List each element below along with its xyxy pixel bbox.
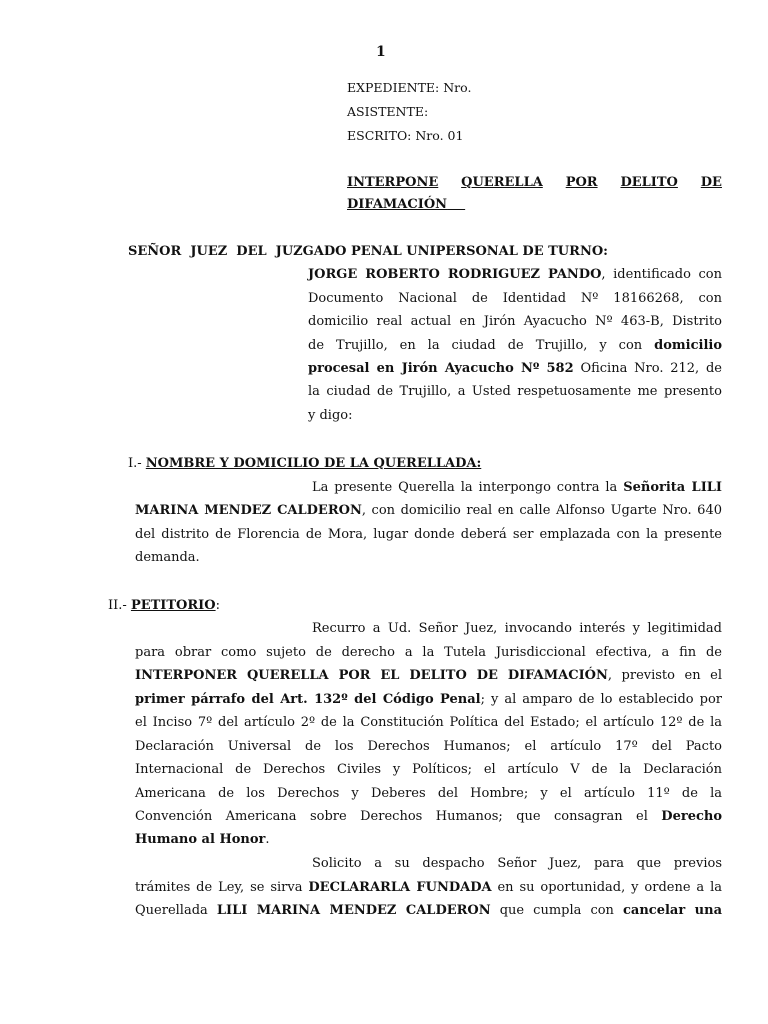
section-text: Recurro a Ud. Señor Juez, invocando interés y legitimidad	[312, 621, 722, 636]
section-heading: NOMBRE Y DOMICILIO DE LA QUERELLADA:	[145, 456, 482, 471]
section-bold: primer párrafo del Art. 132º del Código Penal	[135, 692, 481, 707]
section-text: en su oportunidad, y ordene a la	[491, 880, 722, 895]
section-text: que cumpla con	[490, 903, 624, 918]
section-bold: LILI MARINA MENDEZ CALDERON	[216, 903, 491, 918]
section-text: el Inciso 7º del artículo 2º de la Constitución Política del Estado; el artículo 12º de la	[135, 715, 722, 730]
section-text: del distrito de Florencia de Mora, lugar donde deberá ser emplazada con la presente	[135, 527, 722, 542]
page-number: 1	[376, 44, 386, 60]
intro-text: Oficina Nro. 212, de	[573, 361, 722, 376]
section-text: Convención Americana sobre Derechos Humanos; que consagran el	[135, 809, 662, 824]
section-text: La presente Querella la interpongo contra la	[312, 480, 624, 495]
intro-text: de Trujillo, en la ciudad de Trujillo, y con	[308, 338, 643, 353]
section-text: .	[265, 832, 270, 847]
plaintiff-name: JORGE ROBERTO RODRIGUEZ PANDO	[308, 267, 602, 282]
title-word: QUERELLA	[461, 175, 543, 190]
intro-text: domicilio real actual en Jirón Ayacucho Nº 463-B, Distrito	[308, 314, 722, 329]
section-text: , con domicilio real en calle Alfonso Ugarte Nro. 640	[361, 503, 722, 518]
section-bold: Humano al Honor	[135, 832, 266, 847]
section-text: Americana de los Derechos y Deberes del Hombre; y el artículo 11º de la	[135, 786, 722, 801]
section-bold: cancelar una	[623, 903, 722, 918]
section-bold: DECLARARLA FUNDADA	[308, 880, 492, 895]
section-number: I.-	[128, 456, 146, 471]
section-text: Internacional de Derechos Civiles y Políticos; el artículo V de la Declaración	[135, 762, 722, 777]
section-text: :	[215, 598, 220, 613]
title-word: POR	[565, 175, 598, 190]
section-text: ; y al amparo de lo establecido por	[480, 692, 722, 707]
escrito-label: ESCRITO: Nro. 01	[347, 128, 464, 143]
section-bold: Derecho	[661, 809, 722, 824]
asistente-label: ASISTENTE:	[347, 104, 429, 119]
section-text: trámites de Ley, se sirva	[135, 880, 309, 895]
section-text: Querellada	[135, 903, 217, 918]
defendant-name: MARINA MENDEZ CALDERON	[135, 503, 362, 518]
section-bold: Señorita LILI	[623, 480, 722, 495]
section-text: Solicito a su despacho Señor Juez, para que previos	[312, 856, 722, 871]
section-text: , previsto en el	[607, 668, 722, 683]
expediente-label: EXPEDIENTE: Nro.	[347, 80, 472, 95]
section-bold: INTERPONER QUERELLA POR EL DELITO DE DIFAMACIÓN	[135, 668, 608, 683]
intro-bold: domicilio	[654, 338, 722, 353]
intro-text: y digo:	[308, 408, 353, 423]
title-word: INTERPONE	[347, 175, 439, 190]
court-address: SEÑOR JUEZ DEL JUZGADO PENAL UNIPERSONAL DE TURNO:	[128, 244, 608, 259]
section-text: para obrar como sujeto de derecho a la Tutela Jurisdiccional efectiva, a fin de	[135, 645, 722, 660]
intro-text: la ciudad de Trujillo, a Usted respetuosamente me presento	[308, 384, 722, 399]
title-word: DE	[700, 175, 722, 190]
section-text: Declaración Universal de los Derechos Humanos; el artículo 17º del Pacto	[135, 739, 722, 754]
section-text: demanda.	[135, 550, 200, 565]
intro-text: , identificado con	[601, 267, 722, 282]
intro-text: Documento Nacional de Identidad Nº 18166268, con	[308, 291, 722, 306]
title-word: DELITO	[620, 175, 678, 190]
section-number: II.-	[108, 598, 131, 613]
section-heading: PETITORIO	[130, 598, 216, 613]
intro-bold: procesal en Jirón Ayacucho Nº 582	[308, 361, 574, 376]
title-line2: DIFAMACIÓN	[347, 197, 448, 212]
